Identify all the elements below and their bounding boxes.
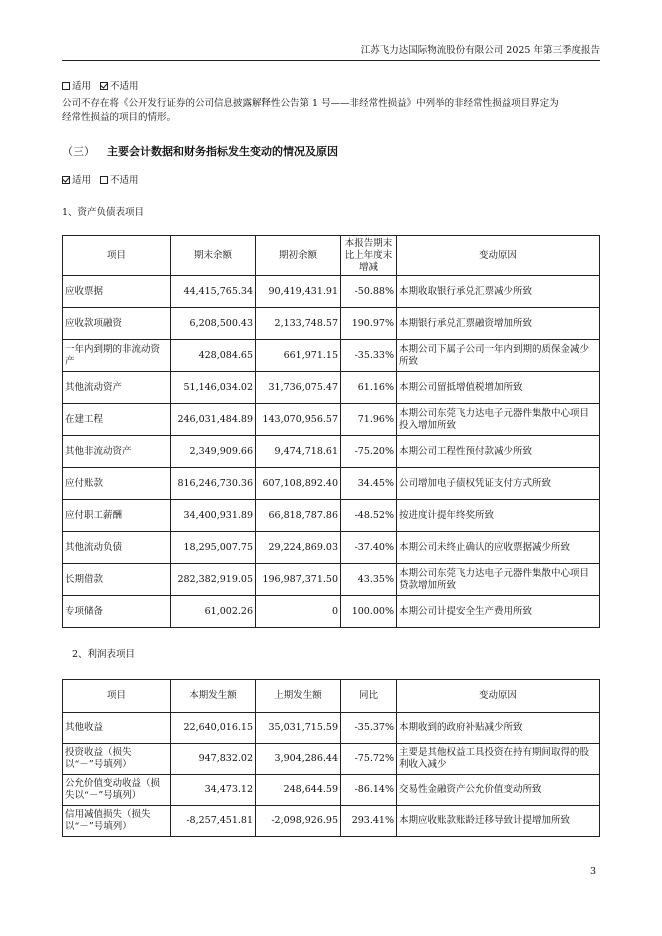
cell-item: 其他收益 — [63, 713, 171, 744]
cell-change: -37.40% — [341, 532, 397, 564]
cell-change: -35.33% — [341, 340, 397, 372]
section-title-text: 主要会计数据和财务指标发生变动的情况及原因 — [107, 145, 338, 158]
cell-reason: 本期公司东莞飞力达电子元器件集散中心项目贷款增加所致 — [397, 564, 600, 596]
checkbox-not-applicable-checked[interactable] — [100, 82, 108, 90]
cell-reason: 本期公司东莞飞力达电子元器件集散中心项目投入增加所致 — [397, 404, 600, 436]
cell-change: -75.20% — [341, 436, 397, 468]
table-row — [63, 713, 600, 744]
header-title: 江苏飞力达国际物流股份有限公司 2025 年第三季度报告 — [360, 45, 600, 56]
not-applicable-label: 不适用 — [110, 175, 139, 186]
cell-current: 6,208,500.43 — [171, 308, 256, 340]
cell-change: 34.45% — [341, 468, 397, 500]
col-header-change: 本报告期末比上年度末增减 — [341, 236, 397, 276]
table-header-row — [63, 236, 600, 276]
col-header-begin-balance: 期初余额 — [256, 236, 341, 276]
cell-prior: 196,987,371.50 — [256, 564, 341, 596]
cell-current: -8,257,451.81 — [171, 806, 256, 837]
cell-change: 190.97% — [341, 308, 397, 340]
table-row — [63, 775, 600, 806]
balance-caption: 1、资产负债表项目 — [62, 207, 145, 218]
cell-current: 2,349,909.66 — [171, 436, 256, 468]
cell-item: 一年内到期的非流动资产 — [63, 340, 171, 372]
cell-current: 34,473.12 — [171, 775, 256, 806]
page-number: 3 — [590, 866, 597, 877]
income-statement-table — [62, 679, 600, 837]
checkbox-applicable[interactable] — [62, 82, 70, 90]
table-row — [63, 276, 600, 308]
cell-current: 18,295,007.75 — [171, 532, 256, 564]
col-header-reason: 变动原因 — [397, 236, 600, 276]
checkbox-not-applicable[interactable] — [100, 176, 108, 184]
cell-item: 信用减值损失（损失以“－”号填列） — [63, 806, 171, 837]
cell-current: 44,415,765.34 — [171, 276, 256, 308]
cell-prior: 2,133,748.57 — [256, 308, 341, 340]
cell-item: 应收票据 — [63, 276, 171, 308]
col-header-end-balance: 期末余额 — [171, 236, 256, 276]
cell-current: 947,832.02 — [171, 744, 256, 775]
col-header-prior: 上期发生额 — [256, 680, 341, 713]
cell-prior: 35,031,715.59 — [256, 713, 341, 744]
cell-item: 公允价值变动收益（损失以“－”号填列） — [63, 775, 171, 806]
cell-reason: 本期银行承兑汇票融资增加所致 — [397, 308, 600, 340]
applicable-label: 适用 — [72, 81, 92, 92]
col-header-item: 项目 — [63, 680, 171, 713]
cell-change: 43.35% — [341, 564, 397, 596]
table-row — [63, 436, 600, 468]
income-caption: 2、利润表项目 — [72, 649, 136, 660]
cell-prior: 9,474,718.61 — [256, 436, 341, 468]
section-checkbox-row — [62, 174, 139, 188]
cell-prior: 607,108,892.40 — [256, 468, 341, 500]
applicable-label: 适用 — [72, 175, 92, 186]
table-row — [63, 372, 600, 404]
col-header-current: 本期发生额 — [171, 680, 256, 713]
cell-current: 61,002.26 — [171, 596, 256, 628]
cell-current: 282,382,919.05 — [171, 564, 256, 596]
col-header-reason: 变动原因 — [397, 680, 600, 713]
cell-reason: 本期公司留抵增值税增加所致 — [397, 372, 600, 404]
cell-reason: 主要是其他权益工具投资在持有期间取得的股利收入减少 — [397, 744, 600, 775]
cell-change: -86.14% — [341, 775, 397, 806]
cell-current: 428,084.65 — [171, 340, 256, 372]
cell-prior: 0 — [256, 596, 341, 628]
cell-item: 投资收益（损失以“－”号填列） — [63, 744, 171, 775]
cell-item: 专项储备 — [63, 596, 171, 628]
cell-prior: 248,644.59 — [256, 775, 341, 806]
cell-item: 应付职工薪酬 — [63, 500, 171, 532]
table-header-row — [63, 680, 600, 713]
cell-reason: 公司增加电子债权凭证支付方式所致 — [397, 468, 600, 500]
table-row — [63, 500, 600, 532]
cell-change: -35.37% — [341, 713, 397, 744]
table-row — [63, 404, 600, 436]
table-row — [63, 596, 600, 628]
table-row — [63, 564, 600, 596]
cell-change: 100.00% — [341, 596, 397, 628]
cell-item: 应付账款 — [63, 468, 171, 500]
table-row — [63, 308, 600, 340]
cell-prior: 661,971.15 — [256, 340, 341, 372]
section-number: （三） — [62, 145, 95, 158]
cell-reason: 按进度计提年终奖所致 — [397, 500, 600, 532]
cell-item: 长期借款 — [63, 564, 171, 596]
balance-sheet-table — [62, 235, 600, 628]
cell-item: 其他流动负债 — [63, 532, 171, 564]
nonrecurring-text-line1: 公司不存在将《公开发行证券的公司信息披露解释性公告第 1 号——非经常性损益》中列举的非经常性损益项目界定为 — [62, 98, 559, 109]
col-header-item: 项目 — [63, 236, 171, 276]
cell-change: -75.72% — [341, 744, 397, 775]
cell-item: 其他流动资产 — [63, 372, 171, 404]
cell-prior: 3,904,286.44 — [256, 744, 341, 775]
cell-change: 71.96% — [341, 404, 397, 436]
cell-current: 246,031,484.89 — [171, 404, 256, 436]
cell-item: 在建工程 — [63, 404, 171, 436]
cell-current: 816,246,730.36 — [171, 468, 256, 500]
cell-change: -50.88% — [341, 276, 397, 308]
cell-prior: 29,224,869.03 — [256, 532, 341, 564]
cell-reason: 本期应收账款账龄迁移导致计提增加所致 — [397, 806, 600, 837]
col-header-yoy: 同比 — [341, 680, 397, 713]
cell-current: 22,640,016.15 — [171, 713, 256, 744]
section-title — [62, 144, 338, 160]
cell-change: 293.41% — [341, 806, 397, 837]
cell-reason: 本期收到的政府补贴减少所致 — [397, 713, 600, 744]
checkbox-applicable-checked[interactable] — [62, 176, 70, 184]
cell-reason: 本期公司未终止确认的应收票据减少所致 — [397, 532, 600, 564]
nonrecurring-checkbox-row — [62, 80, 139, 94]
cell-reason: 本期公司下属子公司一年内到期的质保金减少所致 — [397, 340, 600, 372]
cell-prior: 143,070,956.57 — [256, 404, 341, 436]
table-row — [63, 340, 600, 372]
table-row — [63, 744, 600, 775]
cell-item: 其他非流动资产 — [63, 436, 171, 468]
nonrecurring-text-line2: 经常性损益的项目的情形。 — [62, 112, 177, 123]
cell-prior: 90,419,431.91 — [256, 276, 341, 308]
cell-prior: 31,736,075.47 — [256, 372, 341, 404]
cell-reason: 交易性金融资产公允价值变动所致 — [397, 775, 600, 806]
cell-prior: -2,098,926.95 — [256, 806, 341, 837]
table-row — [63, 806, 600, 837]
table-row — [63, 468, 600, 500]
cell-reason: 本期收取银行承兑汇票减少所致 — [397, 276, 600, 308]
cell-reason: 本期公司计提安全生产费用所致 — [397, 596, 600, 628]
cell-prior: 66,818,787.86 — [256, 500, 341, 532]
not-applicable-label: 不适用 — [110, 81, 139, 92]
table-row — [63, 532, 600, 564]
cell-item: 应收款项融资 — [63, 308, 171, 340]
cell-change: 61.16% — [341, 372, 397, 404]
cell-current: 51,146,034.02 — [171, 372, 256, 404]
page-header — [62, 44, 600, 61]
cell-current: 34,400,931.89 — [171, 500, 256, 532]
cell-reason: 本期公司工程性预付款减少所致 — [397, 436, 600, 468]
cell-change: -48.52% — [341, 500, 397, 532]
